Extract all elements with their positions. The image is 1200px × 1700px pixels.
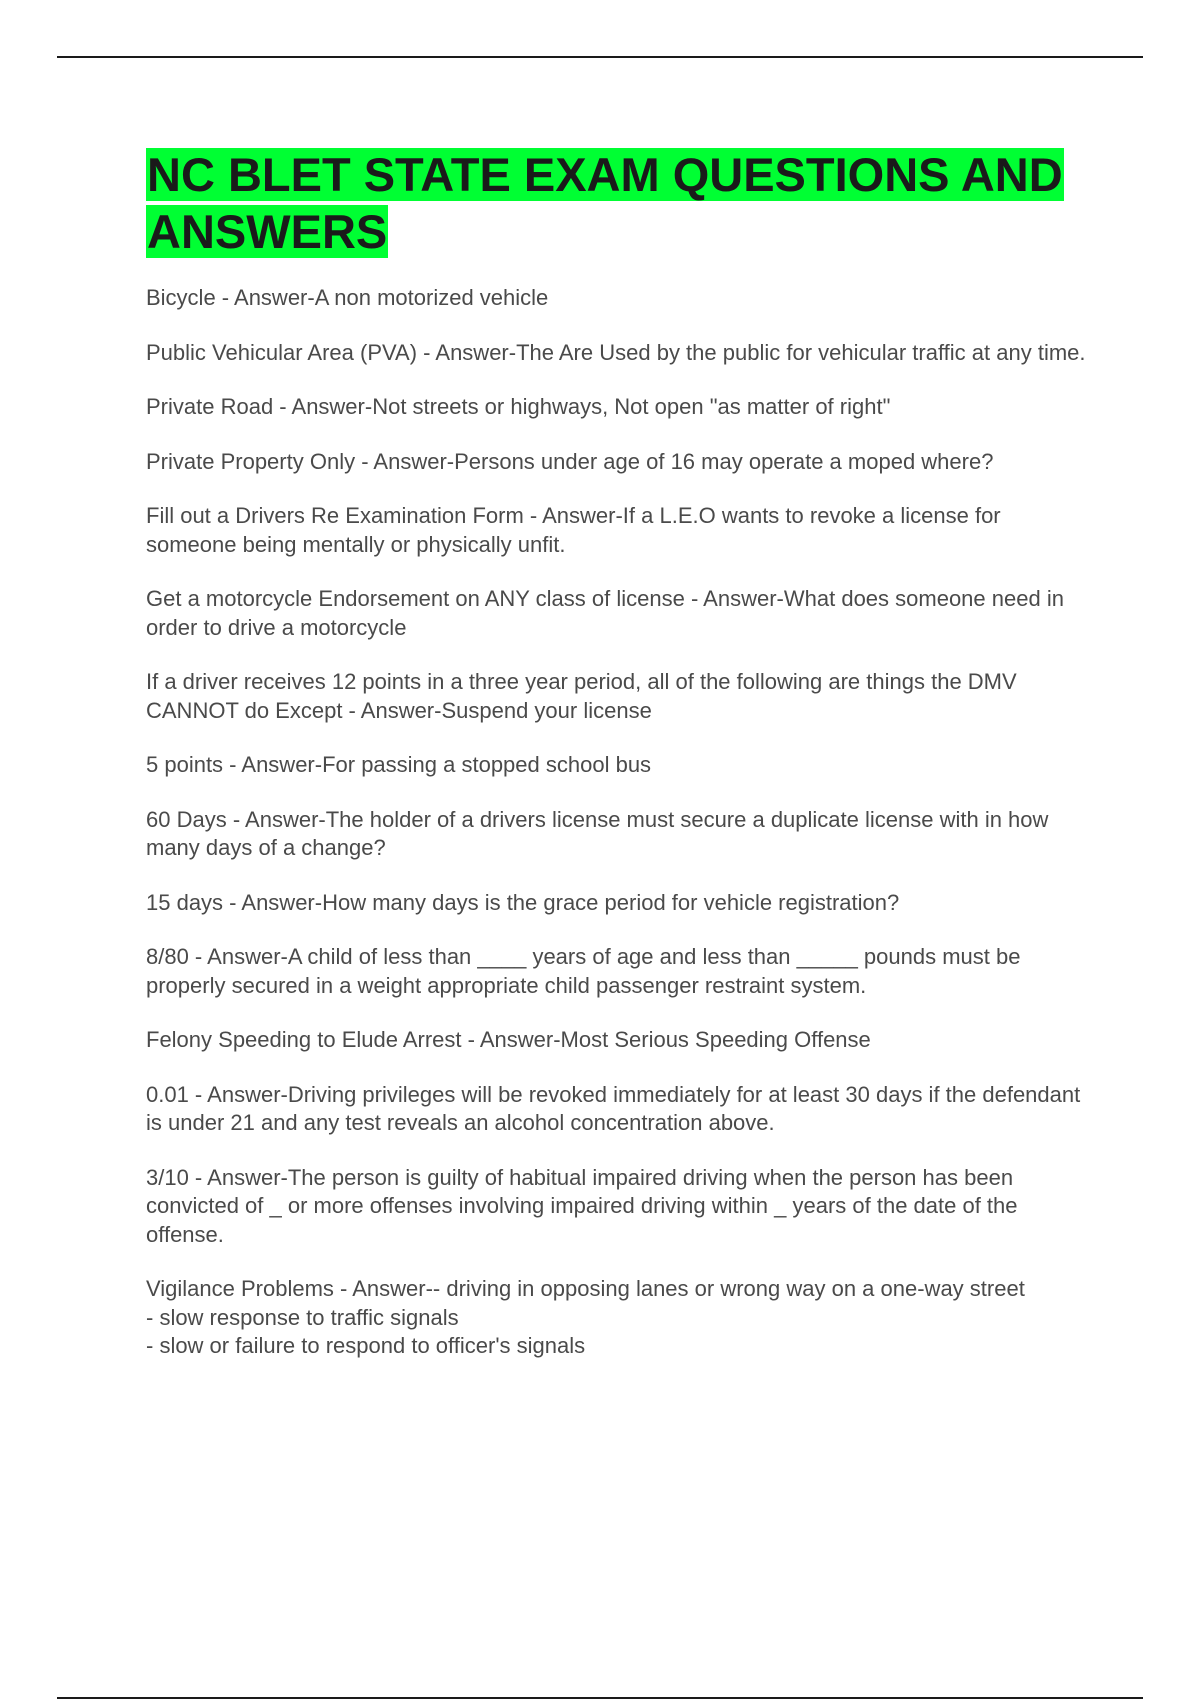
qa-entry: Public Vehicular Area (PVA) - Answer-The Are Used by the public for vehicular traffic at any time. — [146, 339, 1086, 365]
qa-entry: Bicycle - Answer-A non motorized vehicle — [146, 285, 549, 310]
qa-entry: Vigilance Problems - Answer-- driving in opposing lanes or wrong way on a one-way street - slow response to traffic signals - slow or failure to respond to officer's signals — [146, 1276, 1025, 1358]
qa-entry: Private Property Only - Answer-Persons under age of 16 may operate a moped where? — [146, 448, 994, 474]
qa-entry: Fill out a Drivers Re Examination Form - Answer-If a L.E.O wants to revoke a license for someone being mentally or physically unfit. — [146, 503, 1001, 557]
qa-entry: 8/80 - Answer-A child of less than ____ years of age and less than _____ pounds must be properly secured in a weight appropriate child passenger restraint system. — [146, 944, 1021, 998]
header-divider — [57, 56, 1143, 58]
document-body — [146, 146, 1086, 1387]
qa-list — [146, 284, 1086, 1361]
qa-entry: If a driver receives 12 points in a three year period, all of the following are things the DMV CANNOT do Except - Answer-Suspend your license — [146, 669, 1017, 723]
qa-entry: 60 Days - Answer-The holder of a drivers license must secure a duplicate license with in how many days of a change? — [146, 806, 1049, 860]
qa-entry: 15 days - Answer-How many days is the grace period for vehicle registration? — [146, 889, 900, 915]
footer-divider — [57, 1697, 1143, 1699]
qa-entry: 3/10 - Answer-The person is guilty of habitual impaired driving when the person has been convicted of _ or more offenses involving impaired driving within _ years of the date of the offense. — [146, 1164, 1018, 1247]
qa-entry: 5 points - Answer-For passing a stopped school bus — [146, 752, 652, 777]
qa-entry: Private Road - Answer-Not streets or highways, Not open "as matter of right" — [146, 394, 891, 419]
qa-entry: Felony Speeding to Elude Arrest - Answer-Most Serious Speeding Offense — [146, 1027, 871, 1052]
title-highlight: NC BLET STATE EXAM QUESTIONS AND ANSWERS — [147, 148, 1063, 258]
qa-entry: 0.01 - Answer-Driving privileges will be revoked immediately for at least 30 days if the defendant is under 21 and any test reveals an alcohol concentration above. — [146, 1081, 1081, 1135]
qa-entry: Get a motorcycle Endorsement on ANY class of license - Answer-What does someone need in order to drive a motorcycle — [146, 586, 1064, 640]
document-title — [146, 146, 1086, 260]
